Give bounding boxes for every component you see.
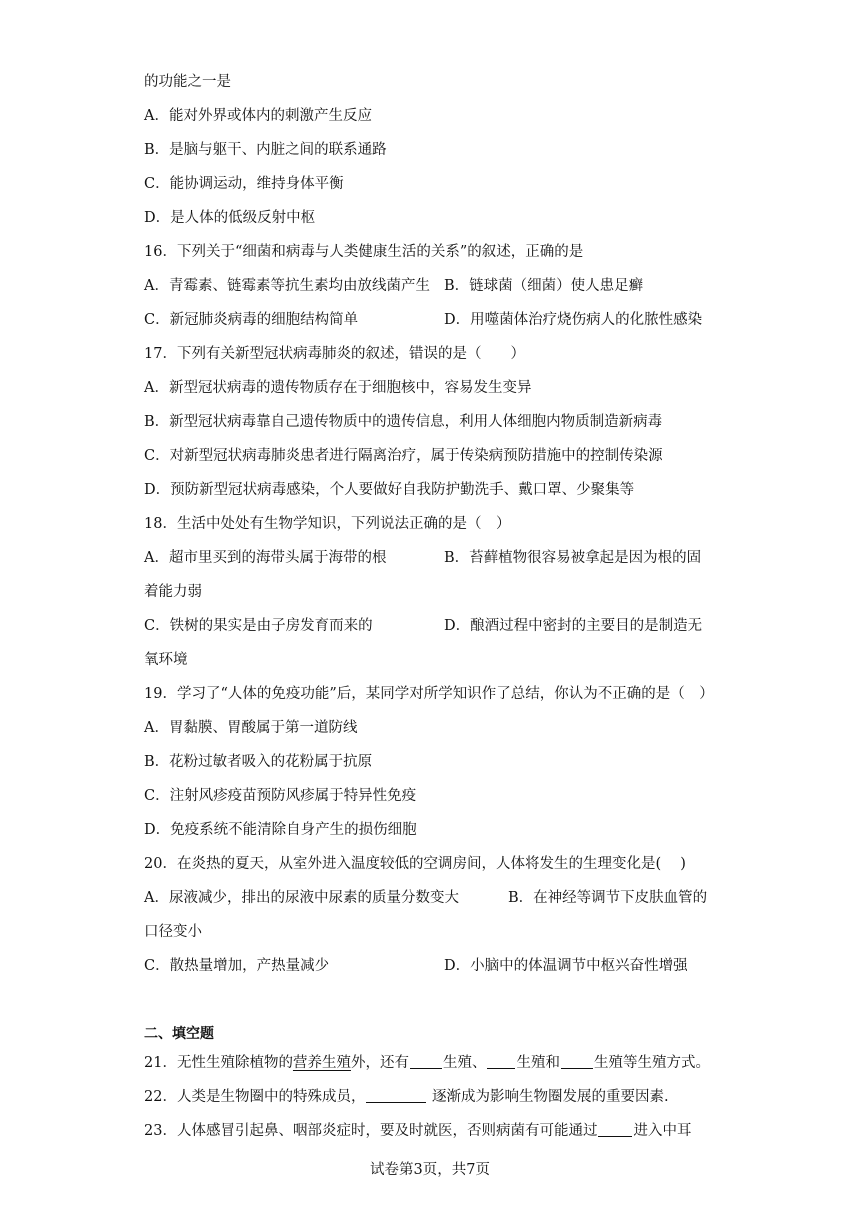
q18-option-d: D．酿酒过程中密封的主要目的是制造无 xyxy=(444,618,703,634)
q21-text-2: 生殖、 xyxy=(442,1055,487,1071)
q16-option-a: A．青霉素、链霉素等抗生素均由放线菌产生 xyxy=(144,278,430,294)
q18-stem: 18．生活中处处有生物学知识，下列说法正确的是（ ） xyxy=(144,516,511,532)
answer-blank[interactable] xyxy=(410,1054,442,1069)
q16-stem: 16．下列关于“细菌和病毒与人类健康生活的关系”的叙述，正确的是 xyxy=(144,244,584,260)
answer-blank[interactable] xyxy=(366,1088,426,1103)
q23-text-pre: 23．人体感冒引起鼻、咽部炎症时，要及时就医，否则病菌有可能通过 xyxy=(144,1123,598,1139)
q19-option-a: A．胃黏膜、胃酸属于第一道防线 xyxy=(144,720,358,736)
q19-option-b: B．花粉过敏者吸入的花粉属于抗原 xyxy=(144,754,373,770)
q19-option-c: C．注射风疹疫苗预防风疹属于特异性免疫 xyxy=(144,788,417,804)
q17-stem: 17．下列有关新型冠状病毒肺炎的叙述，错误的是（ ） xyxy=(144,346,525,362)
q18-option-d-wrap: 氧环境 xyxy=(144,652,188,668)
q21-stem xyxy=(144,1053,710,1073)
q16-option-c: C．新冠肺炎病毒的细胞结构简单 xyxy=(144,312,359,328)
q22-stem xyxy=(144,1087,669,1107)
q15-option-d: D．是人体的低级反射中枢 xyxy=(144,210,316,226)
q18-option-c: C．铁树的果实是由子房发育而来的 xyxy=(144,618,373,634)
q20-option-a: A．尿液减少，排出的尿液中尿素的质量分数变大 xyxy=(144,890,459,906)
answer-blank[interactable] xyxy=(487,1054,515,1069)
q20-stem: 20．在炎热的夏天，从室外进入温度较低的空调房间，人体将发生的生理变化是( ) xyxy=(144,856,686,872)
q15-option-c: C．能协调运动，维持身体平衡 xyxy=(144,176,344,192)
q19-option-d: D．免疫系统不能清除自身产生的损伤细胞 xyxy=(144,822,417,838)
q22-text-pre: 22．人类是生物圈中的特殊成员， xyxy=(144,1089,366,1105)
answer-blank[interactable] xyxy=(561,1054,593,1069)
q22-text-post: 逐渐成为影响生物圈发展的重要因素. xyxy=(427,1089,669,1105)
section-heading-fill-in: 二、填空题 xyxy=(144,1026,214,1042)
q21-underlined-term: 营养生殖 xyxy=(292,1055,351,1071)
q20-option-b: B．在神经等调节下皮肤血管的 xyxy=(508,890,708,906)
q21-text-pre: 21．无性生殖除植物的 xyxy=(144,1055,293,1071)
q20-option-d: D．小脑中的体温调节中枢兴奋性增强 xyxy=(444,958,688,974)
q21-text-3: 生殖和 xyxy=(516,1055,560,1071)
answer-blank[interactable] xyxy=(598,1122,632,1137)
q19-stem: 19．学习了“人体的免疫功能”后，某同学对所学知识作了总结，你认为不正确的是（ ） xyxy=(144,686,714,702)
q15-stem-continuation: 的功能之一是 xyxy=(144,74,231,90)
q23-text-post: 进入中耳 xyxy=(633,1123,692,1139)
q17-option-a: A．新型冠状病毒的遗传物质存在于细胞核中，容易发生变异 xyxy=(144,380,532,396)
q17-option-d: D．预防新型冠状病毒感染，个人要做好自我防护勤洗手、戴口罩、少聚集等 xyxy=(144,482,635,498)
q18-option-b-wrap: 着能力弱 xyxy=(144,584,202,600)
q20-option-c: C．散热量增加，产热量减少 xyxy=(144,958,330,974)
q17-option-b: B．新型冠状病毒靠自己遗传物质中的遗传信息，利用人体细胞内物质制造新病毒 xyxy=(144,414,663,430)
q21-text-1: 外，还有 xyxy=(350,1055,409,1071)
q15-option-a: A．能对外界或体内的刺激产生反应 xyxy=(144,108,372,124)
q20-option-b-wrap: 口径变小 xyxy=(144,924,202,940)
q17-option-c: C．对新型冠状病毒肺炎患者进行隔离治疗，属于传染病预防措施中的控制传染源 xyxy=(144,448,663,464)
q15-option-b: B．是脑与躯干、内脏之间的联系通路 xyxy=(144,142,387,158)
q16-option-d: D．用噬菌体治疗烧伤病人的化脓性感染 xyxy=(444,312,703,328)
page-footer: 试卷第3页，共7页 xyxy=(370,1162,490,1178)
q21-text-4: 生殖等生殖方式。 xyxy=(593,1055,710,1071)
q18-option-b: B．苔藓植物很容易被拿起是因为根的固 xyxy=(444,550,702,566)
q23-stem xyxy=(144,1121,691,1141)
q18-option-a: A．超市里买到的海带头属于海带的根 xyxy=(144,550,387,566)
q16-option-b: B．链球菌（细菌）使人患足癣 xyxy=(444,278,644,294)
